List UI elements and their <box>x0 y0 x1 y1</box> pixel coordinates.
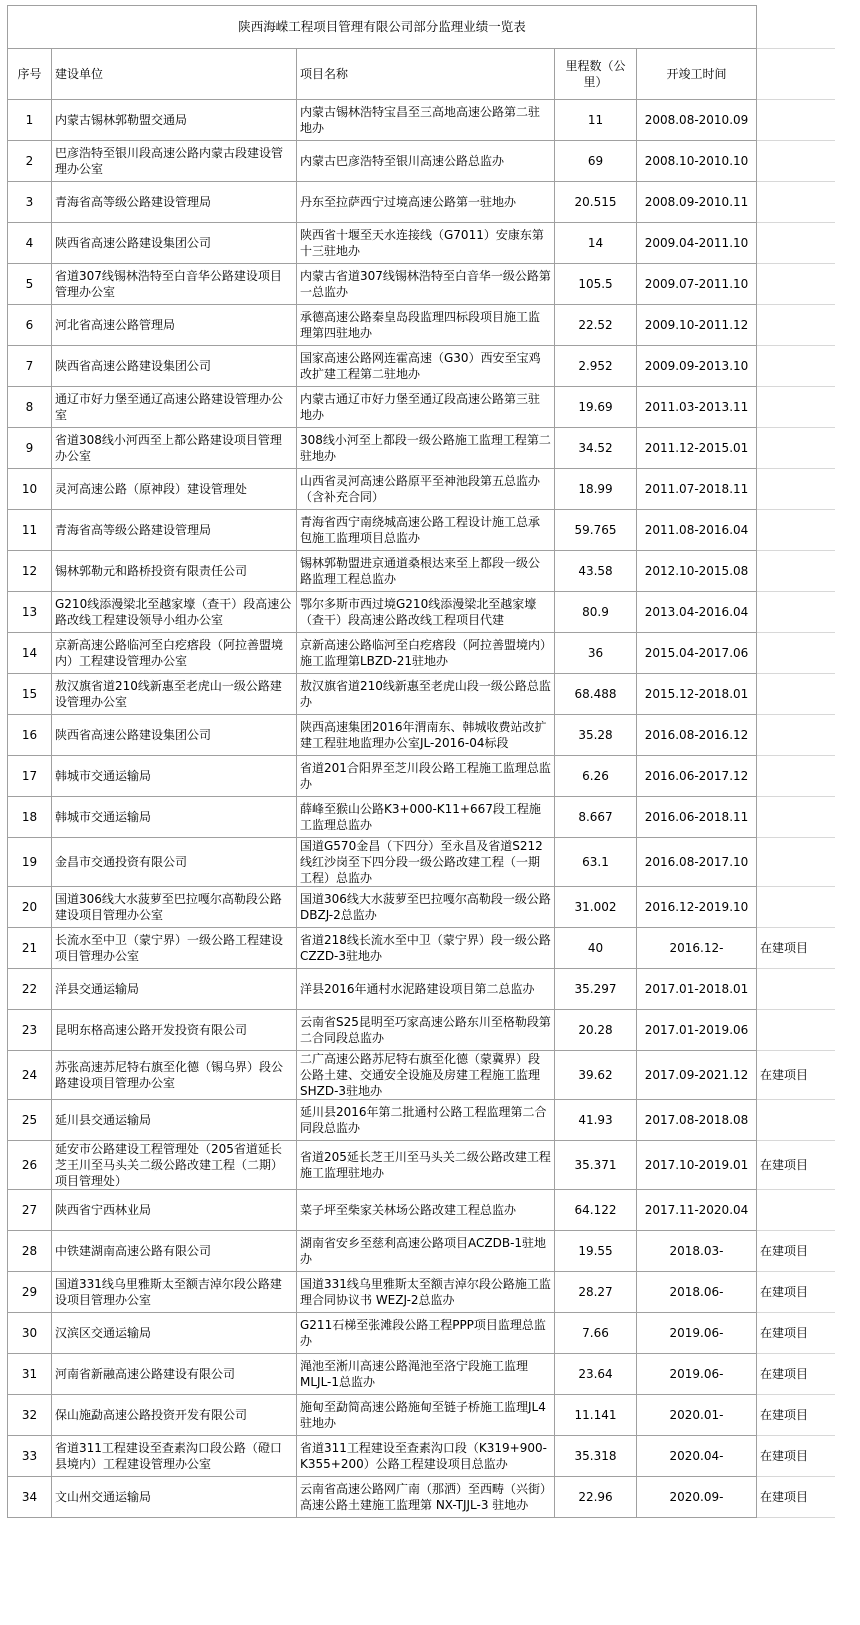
table-row <box>8 1141 835 1190</box>
cell-seq: 29 <box>8 1272 52 1313</box>
cell-unit: G210线添漫梁北至越家壕（查干）段高速公路改线工程建设领导小组办公室 <box>52 592 297 633</box>
cell-period: 2017.11-2020.04 <box>637 1190 757 1231</box>
cell-project: 锡林郭勒盟进京通道桑根达来至上都段一级公路监理工程总监办 <box>297 551 555 592</box>
cell-mileage: 36 <box>555 633 637 674</box>
cell-unit: 陕西省高速公路建设集团公司 <box>52 346 297 387</box>
cell-seq: 2 <box>8 141 52 182</box>
cell-mileage: 59.765 <box>555 510 637 551</box>
cell-unit: 昆明东格高速公路开发投资有限公司 <box>52 1010 297 1051</box>
cell-mileage: 18.99 <box>555 469 637 510</box>
cell-period: 2015.12-2018.01 <box>637 674 757 715</box>
cell-seq: 8 <box>8 387 52 428</box>
cell-seq: 14 <box>8 633 52 674</box>
cell-status: 在建项目 <box>757 1313 835 1354</box>
cell-status <box>757 756 835 797</box>
cell-unit: 韩城市交通运输局 <box>52 756 297 797</box>
cell-status <box>757 264 835 305</box>
cell-unit: 汉滨区交通运输局 <box>52 1313 297 1354</box>
cell-project: 陕西高速集团2016年渭南东、韩城收费站改扩建工程驻地监理办公室JL-2016-04标段 <box>297 715 555 756</box>
cell-seq: 25 <box>8 1100 52 1141</box>
cell-mileage: 20.28 <box>555 1010 637 1051</box>
cell-period: 2019.06- <box>637 1354 757 1395</box>
cell-status <box>757 969 835 1010</box>
cell-period: 2008.09-2010.11 <box>637 182 757 223</box>
cell-status <box>757 100 835 141</box>
cell-period: 2017.08-2018.08 <box>637 1100 757 1141</box>
cell-project: 省道218线长流水至中卫（蒙宁界）段一级公路CZZD-3驻地办 <box>297 928 555 969</box>
cell-mileage: 20.515 <box>555 182 637 223</box>
table-row <box>8 223 835 264</box>
cell-project: 二广高速公路苏尼特右旗至化德（蒙冀界）段公路土建、交通安全设施及房建工程施工监理SHZD-3驻地办 <box>297 1051 555 1100</box>
cell-unit: 敖汉旗省道210线新惠至老虎山一级公路建设管理办公室 <box>52 674 297 715</box>
cell-project: 云南省S25昆明至巧家高速公路东川至格勒段第二合同段总监办 <box>297 1010 555 1051</box>
table-row <box>8 715 835 756</box>
cell-project: 陕西省十堰至天水连接线（G7011）安康东第十三驻地办 <box>297 223 555 264</box>
cell-seq: 33 <box>8 1436 52 1477</box>
cell-period: 2018.03- <box>637 1231 757 1272</box>
table-row <box>8 838 835 887</box>
cell-status <box>757 387 835 428</box>
cell-project: 内蒙古省道307线锡林浩特至白音华一级公路第一总监办 <box>297 264 555 305</box>
table-row <box>8 100 835 141</box>
cell-unit: 中铁建湖南高速公路有限公司 <box>52 1231 297 1272</box>
cell-project: 内蒙古通辽市好力堡至通辽段高速公路第三驻地办 <box>297 387 555 428</box>
cell-status <box>757 1190 835 1231</box>
cell-mileage: 8.667 <box>555 797 637 838</box>
cell-unit: 省道311工程建设至查素沟口段公路（磴口县境内）工程建设管理办公室 <box>52 1436 297 1477</box>
table-row <box>8 551 835 592</box>
cell-period: 2012.10-2015.08 <box>637 551 757 592</box>
cell-period: 2016.08-2017.10 <box>637 838 757 887</box>
table-row <box>8 756 835 797</box>
cell-project: 国道G570金昌（下四分）至永昌及省道S212线红沙岗至下四分段一级公路改建工程（一期工程）总监办 <box>297 838 555 887</box>
cell-unit: 洋县交通运输局 <box>52 969 297 1010</box>
table-row <box>8 387 835 428</box>
table-row <box>8 1436 835 1477</box>
cell-project: 鄂尔多斯市西过境G210线添漫梁北至越家壕（查干）段高速公路改线工程项目代建 <box>297 592 555 633</box>
cell-seq: 27 <box>8 1190 52 1231</box>
cell-project: 延川县2016年第二批通村公路工程监理第二合同段总监办 <box>297 1100 555 1141</box>
cell-unit: 陕西省宁西林业局 <box>52 1190 297 1231</box>
table-row <box>8 264 835 305</box>
cell-status <box>757 715 835 756</box>
title-side-cell <box>757 6 835 49</box>
cell-status <box>757 469 835 510</box>
cell-mileage: 6.26 <box>555 756 637 797</box>
cell-unit: 省道308线小河西至上都公路建设项目管理办公室 <box>52 428 297 469</box>
cell-period: 2017.10-2019.01 <box>637 1141 757 1190</box>
cell-project: 丹东至拉萨西宁过境高速公路第一驻地办 <box>297 182 555 223</box>
cell-status <box>757 141 835 182</box>
cell-unit: 河北省高速公路管理局 <box>52 305 297 346</box>
cell-seq: 19 <box>8 838 52 887</box>
table-row <box>8 469 835 510</box>
cell-unit: 通辽市好力堡至通辽高速公路建设管理办公室 <box>52 387 297 428</box>
cell-seq: 23 <box>8 1010 52 1051</box>
cell-seq: 6 <box>8 305 52 346</box>
cell-status <box>757 674 835 715</box>
table-row <box>8 674 835 715</box>
cell-project: 菜子坪至柴家关林场公路改建工程总监办 <box>297 1190 555 1231</box>
cell-mileage: 35.297 <box>555 969 637 1010</box>
cell-mileage: 35.28 <box>555 715 637 756</box>
cell-mileage: 28.27 <box>555 1272 637 1313</box>
cell-unit: 青海省高等级公路建设管理局 <box>52 182 297 223</box>
header-period: 开竣工时间 <box>637 49 757 100</box>
cell-status: 在建项目 <box>757 1231 835 1272</box>
cell-period: 2019.06- <box>637 1313 757 1354</box>
cell-mileage: 19.55 <box>555 1231 637 1272</box>
cell-seq: 32 <box>8 1395 52 1436</box>
cell-seq: 1 <box>8 100 52 141</box>
cell-mileage: 68.488 <box>555 674 637 715</box>
cell-project: 国家高速公路网连霍高速（G30）西安至宝鸡改扩建工程第二驻地办 <box>297 346 555 387</box>
cell-period: 2009.10-2011.12 <box>637 305 757 346</box>
performance-table <box>7 5 835 1518</box>
cell-mileage: 80.9 <box>555 592 637 633</box>
cell-status <box>757 305 835 346</box>
cell-period: 2009.07-2011.10 <box>637 264 757 305</box>
header-seq: 序号 <box>8 49 52 100</box>
cell-unit: 陕西省高速公路建设集团公司 <box>52 715 297 756</box>
table-row <box>8 797 835 838</box>
cell-seq: 24 <box>8 1051 52 1100</box>
cell-status <box>757 838 835 887</box>
cell-status: 在建项目 <box>757 1141 835 1190</box>
cell-mileage: 22.52 <box>555 305 637 346</box>
cell-seq: 34 <box>8 1477 52 1518</box>
cell-period: 2016.12- <box>637 928 757 969</box>
cell-period: 2017.01-2019.06 <box>637 1010 757 1051</box>
cell-mileage: 35.318 <box>555 1436 637 1477</box>
cell-period: 2011.08-2016.04 <box>637 510 757 551</box>
cell-unit: 长流水至中卫（蒙宁界）一级公路工程建设项目管理办公室 <box>52 928 297 969</box>
cell-project: 内蒙古锡林浩特宝昌至三高地高速公路第二驻地办 <box>297 100 555 141</box>
cell-status: 在建项目 <box>757 1354 835 1395</box>
cell-status <box>757 510 835 551</box>
cell-mileage: 31.002 <box>555 887 637 928</box>
header-unit: 建设单位 <box>52 49 297 100</box>
cell-project: 省道205延长芝王川至马头关二级公路改建工程施工监理驻地办 <box>297 1141 555 1190</box>
cell-period: 2018.06- <box>637 1272 757 1313</box>
cell-period: 2020.01- <box>637 1395 757 1436</box>
cell-period: 2020.04- <box>637 1436 757 1477</box>
cell-unit: 国道331线乌里雅斯太至额吉淖尔段公路建设项目管理办公室 <box>52 1272 297 1313</box>
cell-period: 2011.07-2018.11 <box>637 469 757 510</box>
cell-unit: 金昌市交通投资有限公司 <box>52 838 297 887</box>
cell-unit: 锡林郭勒元和路桥投资有限责任公司 <box>52 551 297 592</box>
cell-period: 2016.08-2016.12 <box>637 715 757 756</box>
cell-seq: 26 <box>8 1141 52 1190</box>
cell-mileage: 41.93 <box>555 1100 637 1141</box>
cell-project: 承德高速公路秦皇岛段监理四标段项目施工监理第四驻地办 <box>297 305 555 346</box>
cell-seq: 16 <box>8 715 52 756</box>
table-row <box>8 592 835 633</box>
cell-period: 2016.12-2019.10 <box>637 887 757 928</box>
cell-status: 在建项目 <box>757 1436 835 1477</box>
cell-project: G211石梯至张滩段公路工程PPP项目监理总监办 <box>297 1313 555 1354</box>
table-row <box>8 346 835 387</box>
cell-seq: 10 <box>8 469 52 510</box>
table-row <box>8 1354 835 1395</box>
cell-mileage: 22.96 <box>555 1477 637 1518</box>
cell-status <box>757 1010 835 1051</box>
cell-project: 敖汉旗省道210线新惠至老虎山段一级公路总监办 <box>297 674 555 715</box>
cell-mileage: 2.952 <box>555 346 637 387</box>
cell-mileage: 35.371 <box>555 1141 637 1190</box>
cell-status <box>757 633 835 674</box>
header-note-cell <box>757 49 835 100</box>
cell-period: 2016.06-2018.11 <box>637 797 757 838</box>
cell-mileage: 34.52 <box>555 428 637 469</box>
cell-period: 2011.12-2015.01 <box>637 428 757 469</box>
cell-period: 2008.10-2010.10 <box>637 141 757 182</box>
table-row <box>8 969 835 1010</box>
cell-seq: 13 <box>8 592 52 633</box>
cell-seq: 11 <box>8 510 52 551</box>
cell-project: 薛峰至猴山公路K3+000-K11+667段工程施工监理总监办 <box>297 797 555 838</box>
cell-mileage: 19.69 <box>555 387 637 428</box>
cell-seq: 20 <box>8 887 52 928</box>
cell-unit: 国道306线大水菠萝至巴拉嘎尔高勒段公路建设项目管理办公室 <box>52 887 297 928</box>
cell-status <box>757 592 835 633</box>
table-row <box>8 141 835 182</box>
cell-project: 山西省灵河高速公路原平至神池段第五总监办（含补充合同） <box>297 469 555 510</box>
cell-period: 2008.08-2010.09 <box>637 100 757 141</box>
cell-project: 国道331线乌里雅斯太至额吉淖尔段公路施工监理合同协议书 WEZJ-2总监办 <box>297 1272 555 1313</box>
cell-unit: 巴彦浩特至银川段高速公路内蒙古段建设管理办公室 <box>52 141 297 182</box>
cell-unit: 苏张高速苏尼特右旗至化德（锡乌界）段公路建设项目管理办公室 <box>52 1051 297 1100</box>
cell-mileage: 69 <box>555 141 637 182</box>
table-row <box>8 1100 835 1141</box>
cell-period: 2017.01-2018.01 <box>637 969 757 1010</box>
cell-mileage: 64.122 <box>555 1190 637 1231</box>
cell-project: 湖南省安乡至慈利高速公路项目ACZDB-1驻地办 <box>297 1231 555 1272</box>
cell-status: 在建项目 <box>757 1477 835 1518</box>
header-mileage: 里程数（公里） <box>555 49 637 100</box>
table-row <box>8 1231 835 1272</box>
header-project: 项目名称 <box>297 49 555 100</box>
cell-project: 渑池至淅川高速公路渑池至洛宁段施工监理MLJL-1总监办 <box>297 1354 555 1395</box>
cell-status <box>757 551 835 592</box>
cell-period: 2009.09-2013.10 <box>637 346 757 387</box>
cell-project: 内蒙古巴彦浩特至银川高速公路总监办 <box>297 141 555 182</box>
cell-mileage: 11.141 <box>555 1395 637 1436</box>
cell-unit: 文山州交通运输局 <box>52 1477 297 1518</box>
cell-seq: 21 <box>8 928 52 969</box>
cell-mileage: 40 <box>555 928 637 969</box>
cell-status <box>757 1100 835 1141</box>
performance-sheet <box>7 5 835 1518</box>
cell-unit: 省道307线锡林浩特至白音华公路建设项目管理办公室 <box>52 264 297 305</box>
cell-unit: 内蒙古锡林郭勒盟交通局 <box>52 100 297 141</box>
cell-unit: 河南省新融高速公路建设有限公司 <box>52 1354 297 1395</box>
cell-seq: 28 <box>8 1231 52 1272</box>
cell-mileage: 11 <box>555 100 637 141</box>
title-row <box>8 6 835 49</box>
cell-mileage: 63.1 <box>555 838 637 887</box>
cell-period: 2015.04-2017.06 <box>637 633 757 674</box>
cell-seq: 5 <box>8 264 52 305</box>
cell-seq: 15 <box>8 674 52 715</box>
cell-period: 2013.04-2016.04 <box>637 592 757 633</box>
table-row <box>8 305 835 346</box>
cell-project: 省道311工程建设至查素沟口段（K319+900-K355+200）公路工程建设项目总监办 <box>297 1436 555 1477</box>
table-row <box>8 1051 835 1100</box>
cell-period: 2017.09-2021.12 <box>637 1051 757 1100</box>
table-row <box>8 182 835 223</box>
cell-period: 2009.04-2011.10 <box>637 223 757 264</box>
cell-project: 施甸至勐简高速公路施甸至链子桥施工监理JL4驻地办 <box>297 1395 555 1436</box>
cell-seq: 22 <box>8 969 52 1010</box>
cell-unit: 延安市公路建设工程管理处（205省道延长芝王川至马头关二级公路改建工程（二期）项目管理处） <box>52 1141 297 1190</box>
cell-mileage: 7.66 <box>555 1313 637 1354</box>
table-row <box>8 510 835 551</box>
cell-seq: 7 <box>8 346 52 387</box>
cell-status: 在建项目 <box>757 1395 835 1436</box>
cell-unit: 韩城市交通运输局 <box>52 797 297 838</box>
cell-mileage: 39.62 <box>555 1051 637 1100</box>
cell-status: 在建项目 <box>757 1272 835 1313</box>
cell-seq: 17 <box>8 756 52 797</box>
table-row <box>8 887 835 928</box>
cell-mileage: 14 <box>555 223 637 264</box>
cell-status <box>757 182 835 223</box>
cell-unit: 延川县交通运输局 <box>52 1100 297 1141</box>
cell-period: 2011.03-2013.11 <box>637 387 757 428</box>
cell-project: 308线小河至上都段一级公路施工监理工程第二驻地办 <box>297 428 555 469</box>
cell-unit: 陕西省高速公路建设集团公司 <box>52 223 297 264</box>
table-row <box>8 633 835 674</box>
table-row <box>8 928 835 969</box>
cell-unit: 青海省高等级公路建设管理局 <box>52 510 297 551</box>
cell-project: 洋县2016年通村水泥路建设项目第二总监办 <box>297 969 555 1010</box>
cell-seq: 9 <box>8 428 52 469</box>
cell-project: 青海省西宁南绕城高速公路工程设计施工总承包施工监理项目总监办 <box>297 510 555 551</box>
cell-unit: 灵河高速公路（原神段）建设管理处 <box>52 469 297 510</box>
cell-seq: 18 <box>8 797 52 838</box>
cell-status: 在建项目 <box>757 928 835 969</box>
cell-status <box>757 223 835 264</box>
cell-status <box>757 346 835 387</box>
cell-status <box>757 887 835 928</box>
cell-seq: 3 <box>8 182 52 223</box>
cell-project: 省道201合阳界至芝川段公路工程施工监理总监办 <box>297 756 555 797</box>
table-title: 陕西海嵘工程项目管理有限公司部分监理业绩一览表 <box>8 6 757 49</box>
cell-seq: 4 <box>8 223 52 264</box>
cell-status <box>757 797 835 838</box>
table-row <box>8 1395 835 1436</box>
cell-seq: 31 <box>8 1354 52 1395</box>
cell-seq: 12 <box>8 551 52 592</box>
table-row <box>8 1190 835 1231</box>
cell-seq: 30 <box>8 1313 52 1354</box>
cell-unit: 京新高速公路临河至白疙瘩段（阿拉善盟境内）工程建设管理办公室 <box>52 633 297 674</box>
table-row <box>8 1272 835 1313</box>
cell-project: 京新高速公路临河至白疙瘩段（阿拉善盟境内）施工监理第LBZD-21驻地办 <box>297 633 555 674</box>
table-row <box>8 1477 835 1518</box>
cell-mileage: 43.58 <box>555 551 637 592</box>
cell-unit: 保山施勐高速公路投资开发有限公司 <box>52 1395 297 1436</box>
cell-mileage: 23.64 <box>555 1354 637 1395</box>
cell-mileage: 105.5 <box>555 264 637 305</box>
header-row <box>8 49 835 100</box>
cell-status: 在建项目 <box>757 1051 835 1100</box>
cell-period: 2016.06-2017.12 <box>637 756 757 797</box>
cell-project: 国道306线大水菠萝至巴拉嘎尔高勒段一级公路DBZJ-2总监办 <box>297 887 555 928</box>
cell-period: 2020.09- <box>637 1477 757 1518</box>
cell-status <box>757 428 835 469</box>
table-row <box>8 1313 835 1354</box>
table-row <box>8 1010 835 1051</box>
table-row <box>8 428 835 469</box>
cell-project: 云南省高速公路网广南（那洒）至西畴（兴街）高速公路土建施工监理第 NX-TJJL-3 驻地办 <box>297 1477 555 1518</box>
